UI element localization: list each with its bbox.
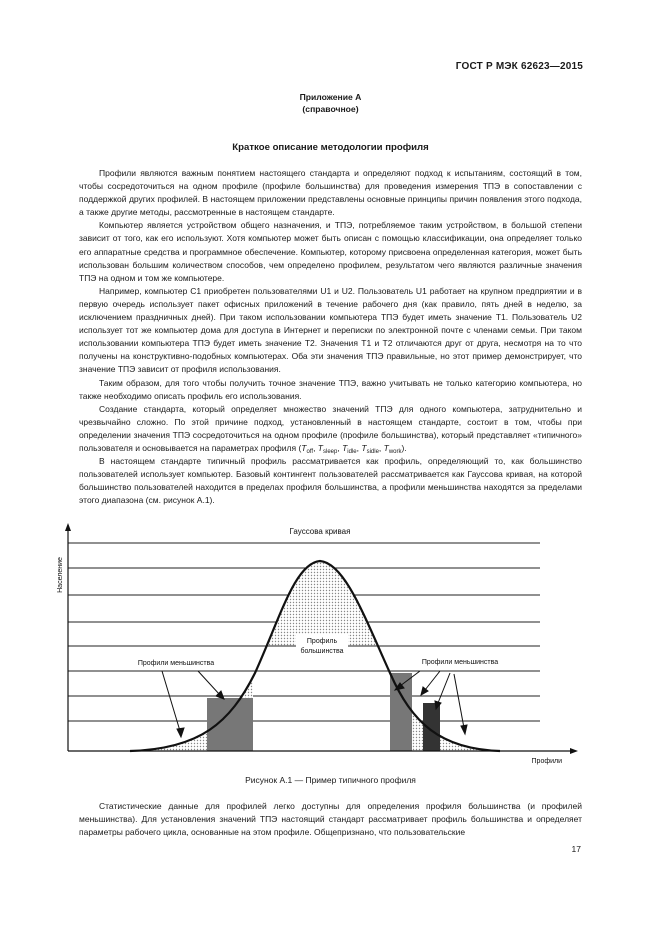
y-axis-arrow-icon (65, 523, 71, 531)
majority-label-line1: Профиль (306, 638, 338, 645)
paragraph-7: Статистические данные для профилей легко доступны для определения профиля большинства (и профилей меньшинства). Для установления значений ТПЭ настоящий стандарт рассматривает профиль большинства и определяет параметры рабочего цикла, основанные на этом профиле. Общепризнано, что пользовательские (79, 801, 582, 838)
standard-header: ГОСТ Р МЭК 62623—2015 (455, 61, 583, 72)
y-axis-label: Население (57, 557, 64, 593)
param-off: off (306, 448, 314, 455)
param-work: work (388, 448, 402, 455)
minority-left-label: Профили меньшинства (137, 660, 215, 667)
section-title: Краткое описание методологии профиля (232, 142, 429, 153)
param-t: T (383, 442, 389, 453)
figure-caption: Рисунок А.1 — Пример типичного профиля (245, 775, 416, 785)
minority-bar-left (207, 698, 253, 751)
majority-label-line2: большинства (300, 648, 344, 655)
paragraph-6: В настоящем стандарте типичный профиль рассматривается как профиль, определяющий то, как большинство пользователей использует компьютер. Базовый контингент пользователей рассматривается как Гауссова кривая, на которой большинство пользователей находится в пределах профиля большинства, а профили меньшинства находятся за пределами этого диапазона (см. рисунок А.1). (79, 456, 582, 506)
paragraph-4: Таким образом, для того чтобы получить точное значение ТПЭ, важно учитывать не только категорию компьютера, но также необходимо описать профиль его использования. (79, 377, 582, 401)
minority-right-label: Профили меньшинства (421, 659, 499, 666)
appendix-title: Приложение А (299, 92, 362, 102)
paragraph-2: Компьютер является устройством общего назначения, и ТПЭ, потребляемое таким устройством, в большой степени зависит от того, как его используют. Хотя компьютер может быть описан с помощью классификации, она определяет только его аппаратные средства и программное обеспечение. Компьютер, которому присвоена определенная категория, может быть использован большим количеством способов, чем определено профилем, результатом чего являются различные значения ТПЭ на одном и том же компьютере. (79, 220, 582, 283)
paragraph-5-text: Создание стандарта, который определяет множество значений ТПЭ для одного компьютера, затруднительно и чрезвычайно сложно. По этой причине подход, установленный в настоящем стандарте, состоит в том, чтобы при определении значения ТПЭ сосредоточиться на одном профиле (профиле большинства), который представляет «типичного» пользователя и основывается на параметрах профиля ( (79, 403, 582, 453)
param-sleep: sleep (323, 448, 338, 455)
page-number: 17 (571, 844, 581, 854)
param-tail: ). (401, 442, 407, 453)
param-t: T (361, 442, 367, 453)
typical-profile-figure (57, 523, 580, 773)
appendix-subtitle: (справочное) (302, 104, 359, 114)
paragraph-1: Профили являются важным понятием настоящего стандарта и определяют подход к испытаниям, состоящий в том, чтобы сосредоточиться на одном профиле (профиле большинства) для проведения измерения ТПЭ в сопоставлении с поддержкой других профилей. В настоящем приложении представлены основные принципы причин появления этого подхода, а также другие методы, рассмотренные в настоящем стандарте. (79, 168, 582, 218)
majority-band (253, 646, 390, 751)
paragraph-5: Создание стандарта, который определяет множество значений ТПЭ для одного компьютера, затруднительно и чрезвычайно сложно. По этой причине подход, установленный в настоящем стандарте, состоит в том, чтобы при определении значения ТПЭ сосредоточиться на одном профиле (профиле большинства), который представляет «типичного» пользователя и основывается на параметрах профиля ($T_{off}$, $T_{sleep}$, $T_{idle}$, $T_{sidle}$, $T_{work}$). (79, 403, 582, 455)
param-t: T (342, 442, 348, 453)
bottom-text (79, 800, 582, 839)
paragraph-3: Например, компьютер С1 приобретен пользователями U1 и U2. Пользователь U1 работает на крупном предприятии и в первую очередь использует пакет офисных приложений в течение рабочего дня (как правило, пять дней в неделю, за исключением праздничных дней). При таком использовании компьютера ТПЭ будет иметь значение Т1. Пользователь U2 использует тот же компьютер дома для доступа в Интернет и переписки по электронной почте с членами семьи. При таком использовании компьютера ТПЭ будет иметь значение Т2. Значения Т1 и Т2 отличаются друг от друга, несмотря на то что получены на конструктивно-подобных компьютерах. Оба эти значения ТПЭ правильные, но этот пример демонстрирует, что значение ТПЭ зависит от профиля использования. (79, 285, 582, 375)
body-text (79, 167, 582, 507)
param-t: T (317, 442, 323, 453)
x-axis-label: Профили (531, 758, 562, 765)
param-idle: idle (347, 448, 357, 455)
param-sidle: sidle (366, 448, 379, 455)
param-t: T (301, 442, 307, 453)
x-axis-arrow-icon (570, 748, 578, 754)
curve-label: Гауссова кривая (289, 527, 351, 536)
